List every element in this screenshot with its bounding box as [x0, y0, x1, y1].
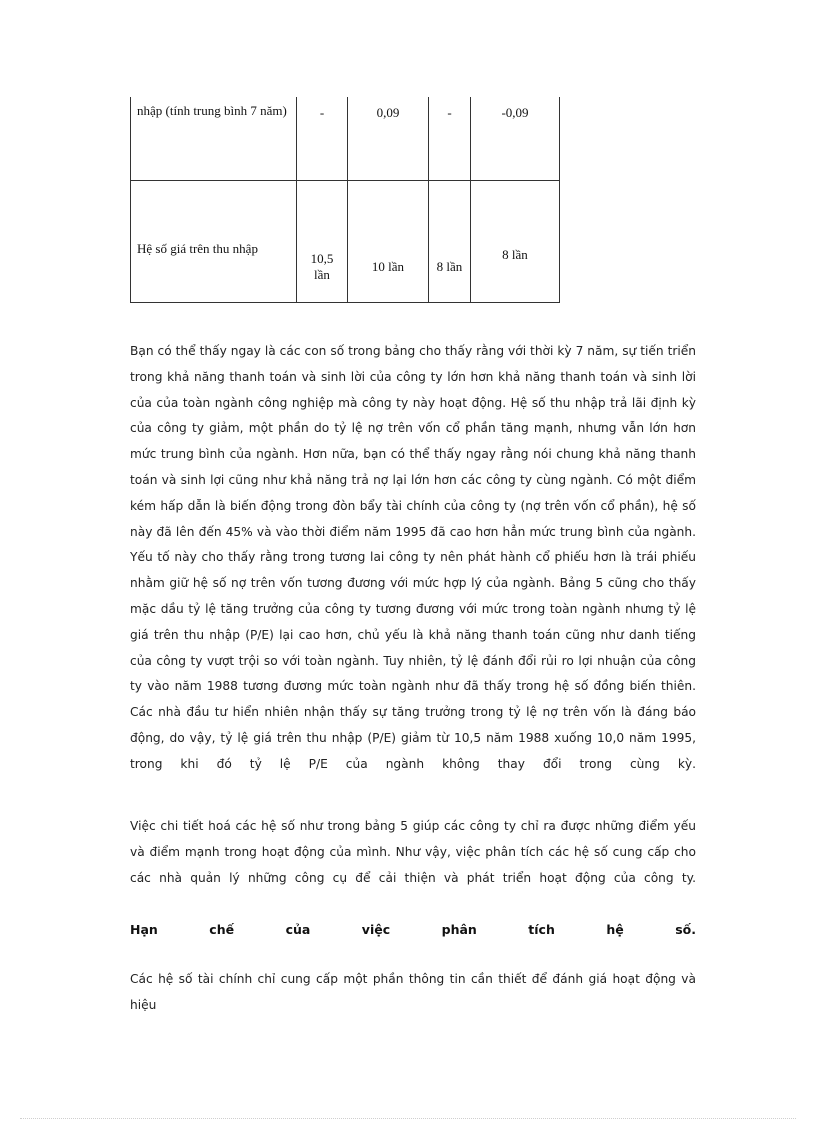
body-paragraph: Các hệ số tài chính chỉ cung cấp một phần thông tin cần thiết để đánh giá hoạt động và hiệu — [130, 972, 696, 1012]
table-cell — [348, 181, 429, 303]
table-row — [131, 181, 560, 303]
cell-value: - — [319, 105, 325, 120]
table-cell — [471, 181, 560, 303]
section-heading: Hạn chế của việc phân tích hệ số. — [130, 922, 696, 937]
table-cell — [471, 97, 560, 181]
table-label-cell — [131, 97, 297, 181]
body-paragraph: Bạn có thể thấy ngay là các con số trong bảng cho thấy rằng với thời kỳ 7 năm, sự tiến triển trong khả năng thanh toán và sinh lời của công ty lớn hơn khả năng thanh toán và sinh lời của của toàn ngành công nghiệp mà công ty này hoạt động. Hệ số thu nhập trả lãi định kỳ của công ty giảm, một phần do tỷ lệ nợ trên vốn cổ phần tăng mạnh, nhưng vẫn lớn hơn mức trung bình của ngành. Hơn nữa, bạn có thể thấy ngay rằng nói chung khả năng thanh toán và sinh lợi cũng như khả năng trả nợ lại lớn hơn các công ty cùng ngành. Có một điểm kém hấp dẫn là biến động trong đòn bẩy tài chính của công ty (nợ trên vốn cổ phần), hệ số này đã lên đến 45% và vào thời điểm năm 1995 đã cao hơn hẳn mức trung bình của ngành. Yếu tố này cho thấy rằng trong tương lai công ty nên phát hành cổ phiếu hơn là trái phiếu nhằm giữ hệ số nợ trên vốn tương đương với mức hợp lý của ngành. Bảng 5 cũng cho thấy mặc dầu tỷ lệ tăng trưởng của công ty tương đương với mức trong toàn ngành nhưng tỷ lệ giá trên thu nhập (P/E) lại cao hơn, chủ yếu là khả năng thanh toán cũng như danh tiếng của công ty vượt trội so với toàn ngành. Tuy nhiên, tỷ lệ đánh đổi rủi ro lợi nhuận của công ty vào năm 1988 tương đương mức toàn ngành như đã thấy trong hệ số đồng biến thiên. Các nhà đầu tư hiển nhiên nhận thấy sự tăng trưởng trong tỷ lệ nợ trên vốn là đáng báo động, do vậy, tỷ lệ giá trên thu nhập (P/E) giảm từ 10,5 năm 1988 xuống 10,0 năm 1995, trong khi đó tỷ lệ P/E của ngành không thay đổi trong cùng kỳ. — [130, 344, 696, 771]
cell-value: 0,09 — [376, 105, 400, 120]
cell-value: -0,09 — [501, 105, 529, 120]
table-cell — [297, 97, 348, 181]
cell-value: - — [447, 105, 452, 120]
table-cell — [429, 97, 471, 181]
body-paragraph: Việc chi tiết hoá các hệ số như trong bảng 5 giúp các công ty chỉ ra được những điểm yếu và điểm mạnh trong hoạt động của mình. Như vậy, việc phân tích các hệ số cung cấp cho các nhà quản lý những công cụ để cải thiện và phát triển hoạt động của công ty. — [130, 819, 696, 885]
cell-value: 10 lần — [371, 259, 405, 274]
cell-value: 8 lần — [436, 259, 463, 274]
table-cell — [429, 181, 471, 303]
table-row — [131, 97, 560, 181]
table-label-cell — [131, 181, 297, 303]
cell-value: 8 lần — [502, 247, 528, 262]
page-bottom-rule — [20, 1118, 796, 1119]
row-label: nhập (tính trung bình 7 năm) — [137, 103, 287, 118]
cell-value: 10,5 lần — [310, 251, 334, 282]
table-cell — [297, 181, 348, 303]
table-cell — [348, 97, 429, 181]
ratio-table — [130, 97, 560, 303]
row-label: Hệ số giá trên thu nhập — [137, 241, 258, 256]
